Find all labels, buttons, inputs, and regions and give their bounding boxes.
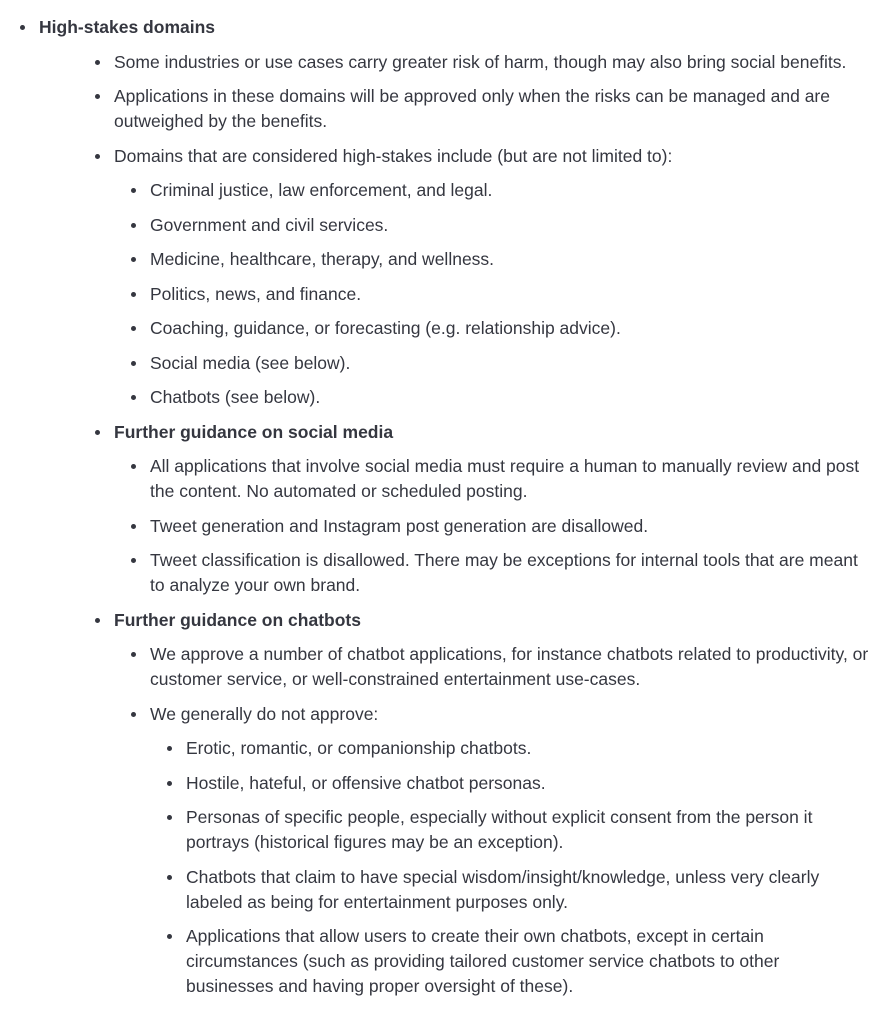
list-item	[39, 702, 889, 1000]
bullet-icon	[167, 815, 172, 820]
not-approved-item	[39, 805, 889, 855]
chatbots-guidance	[39, 608, 889, 1000]
domain-item-text: Chatbots (see below).	[150, 387, 321, 407]
domain-item-text: Social media (see below).	[150, 352, 351, 373]
domain-item-text: Medicine, healthcare, therapy, and wellness.	[150, 249, 495, 269]
list-item	[39, 642, 889, 692]
domain-item	[39, 351, 889, 376]
bullet-icon	[131, 652, 136, 657]
list-item-text: Tweet generation and Instagram post generation are disallowed.	[150, 515, 649, 536]
domain-item-text: Coaching, guidance, or forecasting (e.g. relationship advice).	[150, 318, 621, 338]
bullet-icon	[95, 618, 100, 623]
bullet-icon	[131, 395, 136, 400]
bullet-icon	[131, 188, 136, 193]
domain-item-text: Criminal justice, law enforcement, and legal.	[150, 180, 493, 200]
bullet-icon	[95, 154, 100, 159]
bullet-icon	[131, 558, 136, 563]
bullet-icon	[131, 464, 136, 469]
bullet-icon	[167, 875, 172, 880]
section-title: High-stakes domains	[39, 17, 216, 37]
list-item	[39, 50, 889, 75]
list-item	[39, 84, 889, 134]
chatbots-heading: Further guidance on chatbots	[114, 609, 361, 630]
list-item	[39, 548, 889, 598]
bullet-icon	[131, 361, 136, 366]
list-item-text: Applications in these domains will be approved only when the risks can be managed and are outweighed by the benefits.	[114, 86, 830, 131]
not-approved-list	[150, 736, 889, 999]
bullet-icon	[167, 934, 172, 939]
bullet-icon	[95, 60, 100, 65]
list-item	[39, 454, 889, 504]
not-approved-text: Chatbots that claim to have special wisdom/insight/knowledge, unless very clearly labeled as being for entertainment purposes only.	[186, 866, 820, 912]
list-item-text: We generally do not approve:	[150, 703, 379, 724]
not-approved-text: Applications that allow users to create their own chatbots, except in certain circumstances (such as providing tailored customer service chatbots to other businesses and having proper oversight of these).	[186, 926, 780, 996]
list-item-text: Some industries or use cases carry greater risk of harm, though may also bring social benefits.	[114, 51, 847, 72]
not-approved-text: Hostile, hateful, or offensive chatbot personas.	[186, 772, 546, 793]
list-item	[39, 144, 889, 411]
not-approved-text: Erotic, romantic, or companionship chatbots.	[186, 738, 532, 758]
domain-item	[39, 247, 889, 272]
bullet-icon	[20, 25, 25, 30]
bullet-icon	[167, 746, 172, 751]
domain-item	[39, 385, 889, 410]
domain-item	[39, 316, 889, 341]
list-item-text: Domains that are considered high-stakes include (but are not limited to):	[114, 145, 673, 166]
bullet-icon	[95, 94, 100, 99]
bullet-icon	[131, 524, 136, 529]
list-item-text: Tweet classification is disallowed. There may be exceptions for internal tools that are meant to analyze your own brand.	[150, 550, 858, 595]
not-approved-item	[39, 924, 889, 999]
list-item-text: All applications that involve social media must require a human to manually review and post the content. No automated or scheduled posting.	[150, 456, 860, 501]
bullet-icon	[131, 712, 136, 717]
bullet-icon	[131, 257, 136, 262]
domain-item	[39, 213, 889, 238]
list-item-text: We approve a number of chatbot applications, for instance chatbots related to productivity, or customer service, or well-constrained entertainment use-cases.	[150, 644, 869, 689]
bullet-icon	[95, 430, 100, 435]
bullet-icon	[131, 292, 136, 297]
not-approved-item	[39, 736, 889, 761]
not-approved-text: Personas of specific people, especially without explicit consent from the person it portrays (historical figures may be an exception).	[186, 807, 813, 852]
chatbots-list	[114, 642, 889, 999]
not-approved-item	[39, 771, 889, 796]
social-media-guidance	[39, 420, 889, 599]
social-media-list	[114, 454, 889, 598]
domain-item	[39, 282, 889, 307]
intro-list	[39, 50, 889, 1000]
domain-item-text: Government and civil services.	[150, 214, 389, 235]
list-item	[39, 514, 889, 539]
top-level-list	[0, 15, 889, 999]
bullet-icon	[167, 781, 172, 786]
not-approved-item	[39, 865, 889, 915]
domains-list	[114, 178, 889, 410]
domain-item-text: Politics, news, and finance.	[150, 283, 362, 304]
policy-document	[0, 15, 889, 1009]
domain-item	[39, 178, 889, 203]
bullet-icon	[131, 223, 136, 228]
bullet-icon	[131, 326, 136, 331]
section-high-stakes-domains	[0, 15, 889, 999]
social-media-heading: Further guidance on social media	[114, 421, 394, 442]
